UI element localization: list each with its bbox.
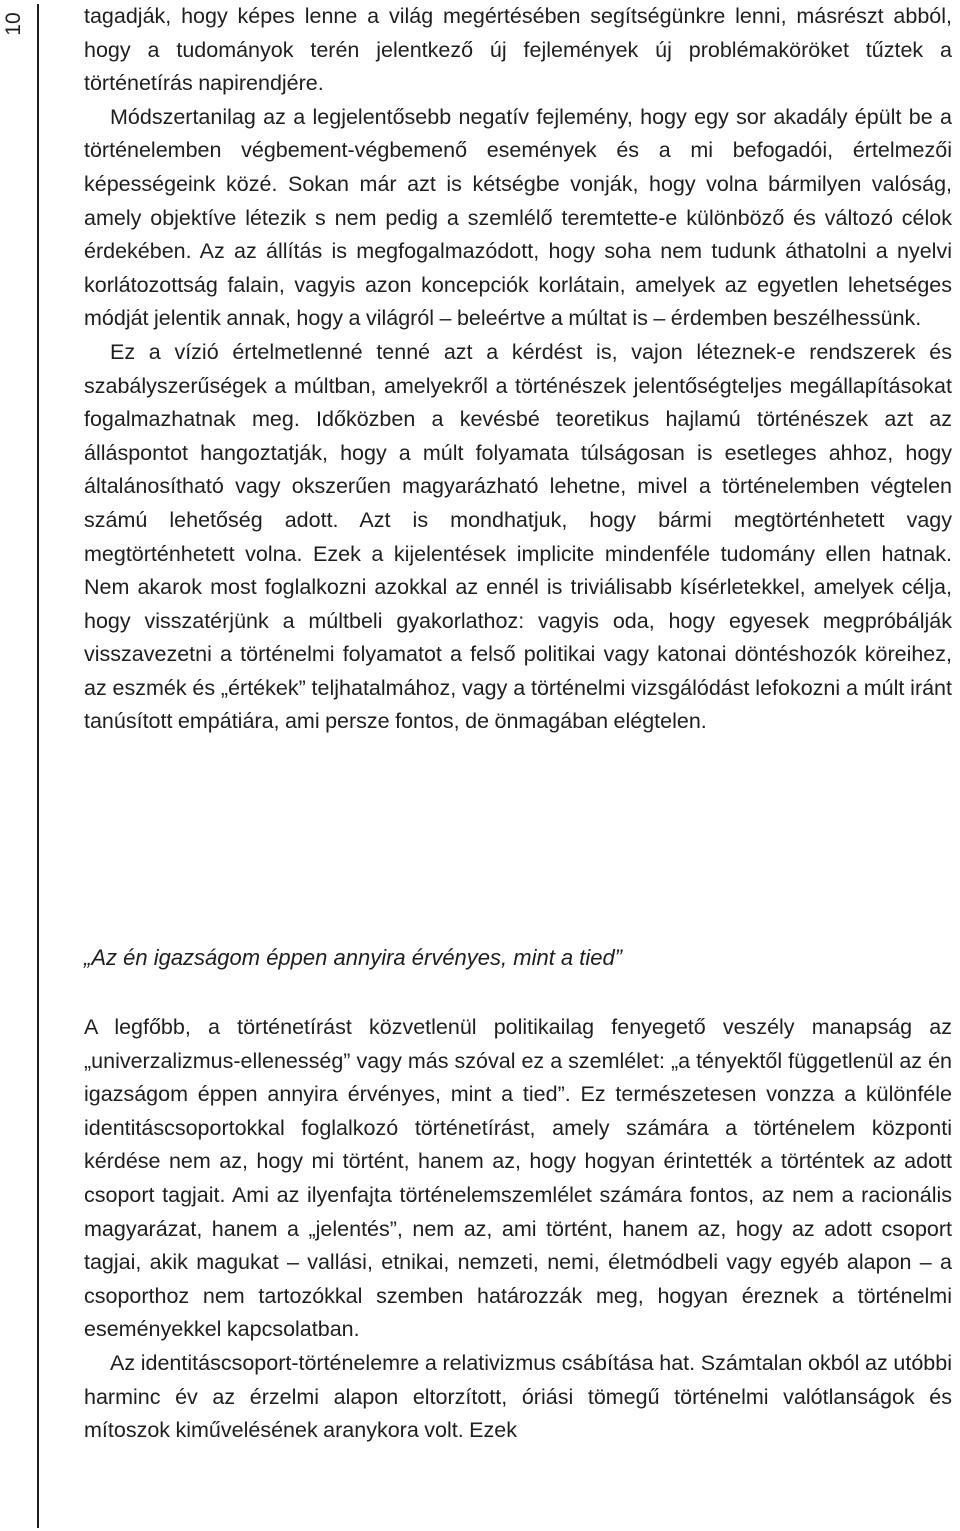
body-paragraph: Az identitáscsoport-történelemre a relativizmus csábítása hat. Számtalan okból az utóbbi harminc év az érzelmi alapon eltorzított, óriási tömegű történelmi valótlanságok és mítoszok kiművelésének aranykora volt. Ezek xyxy=(84,1350,952,1443)
body-paragraph: Módszertanilag az a legjelentősebb negatív fejlemény, hogy egy sor akadály épült be a történelemben végbement-végbemenő események és a mi befogadói, értelmezői képességeink közé. Sokan már azt is kétségbe vonják, hogy volna bármilyen valóság, amely objektíve létezik s nem pedig a szemlélő teremtette-e különböző és változó célok érdekében. Az az állítás is megfogalmazódott, hogy soha nem tudunk áthatolni a nyelvi korlátozottság falain, vagyis azon koncepciók korlátain, amelyek az egyetlen lehetséges módját jelentik annak, hogy a világról – beleértve a múltat is – érdemben beszélhessünk. xyxy=(84,104,952,331)
section-heading: „Az én igazságom éppen annyira érvényes, mint a tied” xyxy=(84,945,623,970)
body-paragraph: tagadják, hogy képes lenne a világ megértésében segítségünkre lenni, másrészt abból, hogy a tudományok terén jelentkező új fejlemények új problémaköröket tűztek a történetírás napirendjére. xyxy=(84,4,952,96)
body-paragraph: A legfőbb, a történetírást közvetlenül politikailag fenyegető veszély manapság az „univerzalizmus-ellenesség” vagy más szóval ez a szemlélet: „a tényektől függetlenül az én igazságom éppen annyira érvényes, mint a tied”. Ez természetesen vonzza a különféle identitáscsoportokkal foglalkozó történetírást, amely számára a történelem központi kérdése nem az, hogy mi történt, hanem az, hogy hogyan érintették a történtek az adott csoport tagjait. Ami az ilyenfajta történelemszemlélet számára fontos, az nem a racionális magyarázat, hanem a „jelentés”, nem az, ami történt, hanem az, hogy az adott csoport tagjai, akik magukat – vallási, etnikai, nemzeti, nemi, életmódbeli vagy egyéb alapon – a csoporthoz nem tartozókkal szemben határozzák meg, hogyan éreznek a történelmi eseményekkel kapcsolatban. xyxy=(84,1015,952,1342)
section-body xyxy=(84,1011,952,1448)
body-paragraph: Ez a vízió értelmetlenné tenné azt a kérdést is, vajon léteznek-e rendszerek és szabályszerűségek a múltban, amelyekről a történészek jelentőségteljes megállapításokat fogalmazhatnak meg. Időközben a kevésbé teoretikus hajlamú történészek azt az álláspontot hangoztatják, hogy a múlt folyamata túlságosan is esetleges ahhoz, hogy általánosítható vagy okszerűen magyarázható lehetne, mivel a történelemben végtelen számú lehetőség adott. Azt is mondhatjuk, hogy bármi megtörténhetett vagy megtörténhetett volna. Ezek a kijelentések implicite mindenféle tudomány ellen hatnak. Nem akarok most foglalkozni azokkal az ennél is triviálisabb kísérletekkel, amelyek célja, hogy visszatérjünk a múltbeli gyakorlathoz: vagyis oda, hogy egyesek megpróbálják visszavezetni a történelmi folyamatot a felső politikai vagy katonai döntéshozók köreihez, az eszmék és „értékek” teljhatalmához, vagy a történelmi vizsgálódást lefokozni a múlt iránt tanúsított empátiára, ami persze fontos, de önmagában elégtelen. xyxy=(84,339,952,734)
page-content xyxy=(84,0,952,1443)
page-number: 10 xyxy=(2,12,25,36)
margin-rule xyxy=(37,4,39,1528)
